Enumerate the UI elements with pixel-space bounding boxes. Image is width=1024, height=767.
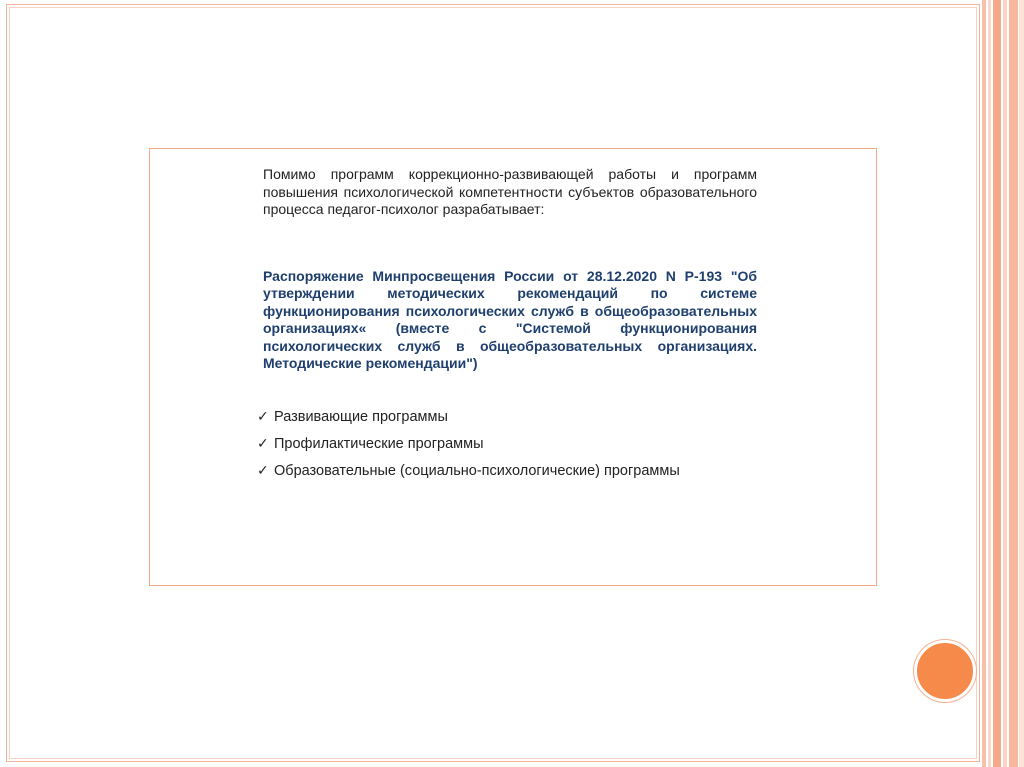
- decorative-stripe: [982, 0, 986, 767]
- decorative-stripe: [1009, 0, 1018, 767]
- intro-paragraph: Помимо программ коррекционно-развивающей работы и программ повышения психологической компетентности субъектов образовательного процесса педагог-психолог разрабатывает:: [263, 166, 757, 217]
- text-column: [257, 166, 757, 487]
- programs-list: [257, 406, 757, 481]
- list-item-label: Развивающие программы: [274, 408, 448, 425]
- decorative-stripe: [1019, 0, 1024, 767]
- decorative-stripe: [988, 0, 991, 767]
- list-item: [257, 406, 757, 427]
- checkmark-icon: ✓: [257, 461, 269, 478]
- checkmark-icon: ✓: [257, 407, 269, 424]
- decorative-stripe: [1003, 0, 1007, 767]
- list-item-label: Профилактические программы: [274, 435, 484, 452]
- decorative-circle: [914, 640, 976, 702]
- list-item: [257, 460, 757, 481]
- content-box: [149, 148, 877, 586]
- list-item: [257, 433, 757, 454]
- decree-paragraph: Распоряжение Минпросвещения России от 28.12.2020 N Р-193 "Об утверждении методических рекомендаций по системе функционирования психологических служб в общеобразовательных организациях« (вместе с "Системой функционирования психологических служб в общеобразовательных организациях. Методические рекомендации"): [263, 267, 757, 371]
- checkmark-icon: ✓: [257, 434, 269, 451]
- list-item-label: Образовательные (социально-психологические) программы: [274, 462, 680, 479]
- decorative-stripe: [993, 0, 1001, 767]
